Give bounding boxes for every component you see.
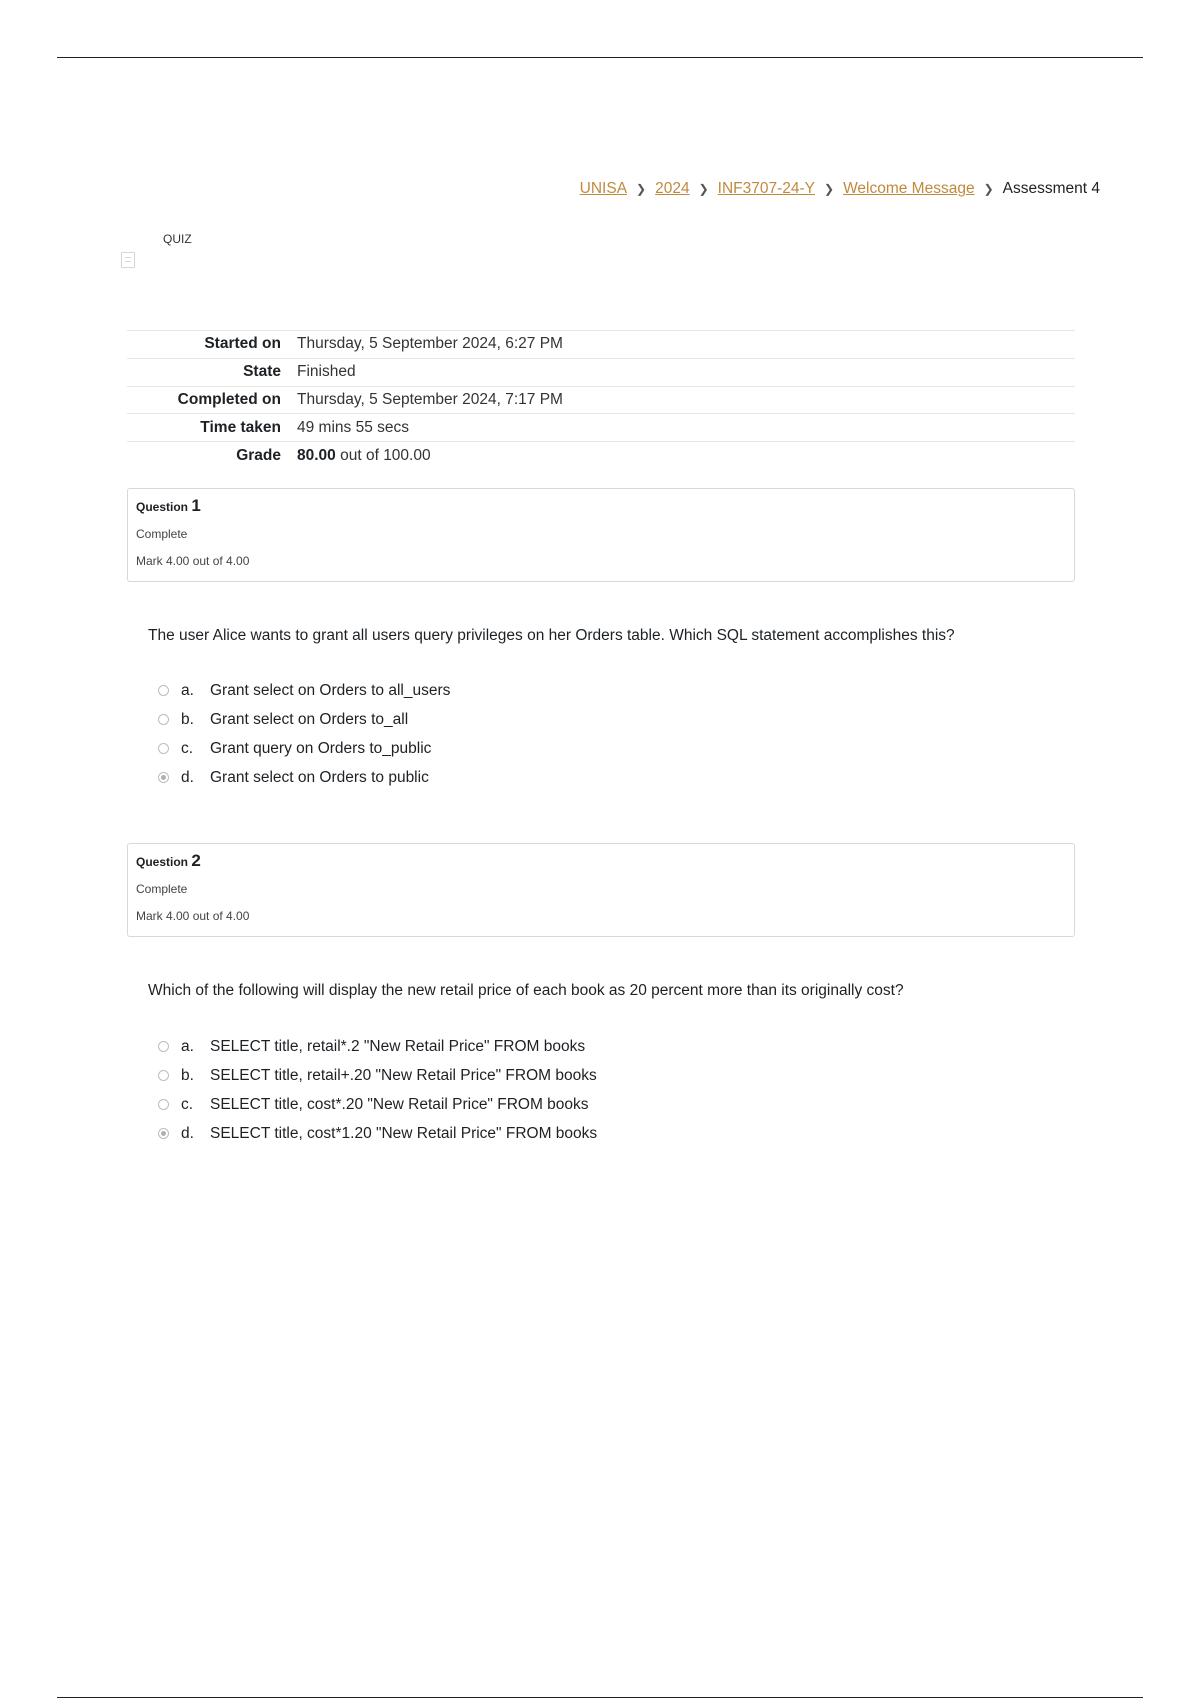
question-num: 1 xyxy=(191,496,201,515)
summary-row-started xyxy=(127,331,1075,359)
question-text-2: Which of the following will display the new retail price of each book as 20 percent more than its originally cost? xyxy=(148,982,904,999)
chevron-right-icon: ❯ xyxy=(824,182,835,196)
answer-text: Grant select on Orders to_all xyxy=(210,710,409,728)
question-number xyxy=(136,851,201,871)
bottom-rule xyxy=(57,1697,1143,1698)
summary-row-state xyxy=(127,358,1075,386)
answer-option[interactable] xyxy=(158,705,450,734)
question-info-1 xyxy=(127,488,1075,582)
radio-button[interactable] xyxy=(158,685,169,696)
breadcrumb xyxy=(580,180,1100,198)
breadcrumb-link-year[interactable]: 2024 xyxy=(655,180,690,197)
quiz-icon xyxy=(121,252,135,268)
top-rule xyxy=(57,57,1143,58)
answer-list-2 xyxy=(158,1032,597,1148)
radio-button[interactable] xyxy=(158,743,169,754)
breadcrumb-link-course[interactable]: INF3707-24-Y xyxy=(717,180,815,197)
answer-letter: c. xyxy=(181,739,194,757)
answer-letter: b. xyxy=(181,1066,194,1084)
question-state: Complete xyxy=(136,527,188,541)
grade-score: 80.00 xyxy=(297,446,336,464)
answer-text: SELECT title, cost*1.20 "New Retail Price" FROM books xyxy=(210,1124,598,1142)
answer-letter: b. xyxy=(181,710,194,728)
question-prefix: Question xyxy=(136,855,189,869)
chevron-right-icon: ❯ xyxy=(983,182,994,196)
answer-option[interactable] xyxy=(158,1061,597,1090)
answer-option[interactable] xyxy=(158,676,450,705)
answer-text: Grant query on Orders to_public xyxy=(210,739,432,757)
question-info-2 xyxy=(127,843,1075,937)
answer-letter: a. xyxy=(181,681,194,699)
answer-text: Grant select on Orders to all_users xyxy=(210,681,451,699)
radio-button-selected[interactable] xyxy=(158,772,169,783)
question-num: 2 xyxy=(191,851,201,870)
summary-label: Grade xyxy=(236,446,281,464)
answer-option[interactable] xyxy=(158,734,450,763)
summary-value: 49 mins 55 secs xyxy=(297,418,409,436)
answer-letter: d. xyxy=(181,1124,194,1142)
summary-value: Finished xyxy=(297,363,356,381)
radio-button[interactable] xyxy=(158,1070,169,1081)
answer-letter: c. xyxy=(181,1095,194,1113)
summary-label: State xyxy=(243,363,281,381)
grade-out-of: out of 100.00 xyxy=(335,446,431,464)
question-number xyxy=(136,496,201,516)
summary-label: Completed on xyxy=(177,390,281,408)
breadcrumb-current: Assessment 4 xyxy=(1002,180,1100,197)
question-prefix: Question xyxy=(136,500,189,514)
module-type-label: QUIZ xyxy=(163,232,192,246)
answer-letter: a. xyxy=(181,1037,194,1055)
answer-text: SELECT title, retail*.2 "New Retail Price" FROM books xyxy=(210,1037,586,1055)
answer-letter: d. xyxy=(181,768,194,786)
chevron-right-icon: ❯ xyxy=(698,182,709,196)
answer-text: SELECT title, cost*.20 "New Retail Price" FROM books xyxy=(210,1095,589,1113)
summary-value: Thursday, 5 September 2024, 6:27 PM xyxy=(297,335,563,353)
question-grade: Mark 4.00 out of 4.00 xyxy=(136,909,250,923)
answer-option[interactable] xyxy=(158,1090,597,1119)
summary-label: Time taken xyxy=(200,418,281,436)
answer-option[interactable] xyxy=(158,763,450,792)
summary-row-time xyxy=(127,414,1075,442)
summary-value: Thursday, 5 September 2024, 7:17 PM xyxy=(297,390,563,408)
quiz-summary-table xyxy=(127,330,1075,469)
summary-label: Started on xyxy=(204,335,281,353)
summary-value xyxy=(297,442,1075,470)
radio-button[interactable] xyxy=(158,1099,169,1110)
answer-option[interactable] xyxy=(158,1119,597,1148)
chevron-right-icon: ❯ xyxy=(636,182,647,196)
radio-button-selected[interactable] xyxy=(158,1128,169,1139)
question-text-1: The user Alice wants to grant all users query privileges on her Orders table. Which SQL statement accomplishes this? xyxy=(148,627,955,644)
question-grade: Mark 4.00 out of 4.00 xyxy=(136,554,250,568)
answer-list-1 xyxy=(158,676,450,792)
answer-text: Grant select on Orders to public xyxy=(210,768,429,786)
breadcrumb-link-welcome[interactable]: Welcome Message xyxy=(843,180,975,197)
summary-row-grade xyxy=(127,442,1075,470)
radio-button[interactable] xyxy=(158,714,169,725)
answer-text: SELECT title, retail+.20 "New Retail Price" FROM books xyxy=(210,1066,597,1084)
summary-row-completed xyxy=(127,386,1075,414)
answer-option[interactable] xyxy=(158,1032,597,1061)
breadcrumb-link-unisa[interactable]: UNISA xyxy=(579,180,628,197)
question-state: Complete xyxy=(136,882,188,896)
radio-button[interactable] xyxy=(158,1041,169,1052)
